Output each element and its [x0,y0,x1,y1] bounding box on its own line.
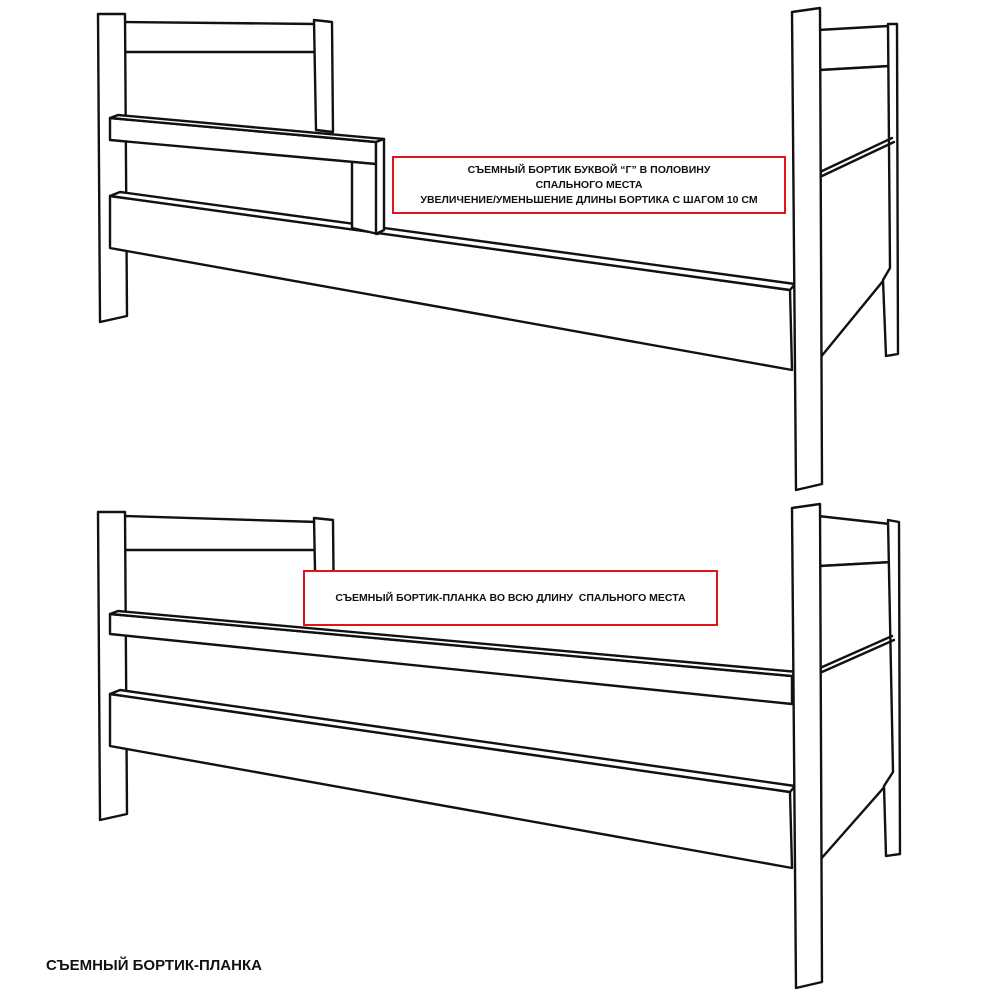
bed-top-left-front-post [98,14,127,322]
callout-top-line-2: СПАЛЬНОГО МЕСТА [535,178,643,191]
bed-top-right-far-panel [818,24,898,358]
bed-bottom-left-front-post [98,512,127,820]
bed-top-illustration [98,8,898,490]
bed-top-left-headboard-rail [124,22,316,52]
callout-plank-rail [303,570,718,626]
bed-top-side-rail [110,196,792,370]
caption: СЪЕМНЫЙ БОРТИК-ПЛАНКА [46,957,262,974]
bed-bottom-side-rail [110,694,792,868]
bed-bottom-right-far-panel [818,516,900,860]
callout-top-line-1: СЪЕМНЫЙ БОРТИК БУКВОЙ “Г” В ПОЛОВИНУ [467,163,711,176]
bed-bottom-right-front-post [792,504,822,988]
callout-bottom-line-1: СЪЕМНЫЙ БОРТИК-ПЛАНКА ВО ВСЮ ДЛИНУ СПАЛЬНОГО МЕСТА [335,591,686,604]
bed-top-left-back-post [314,20,333,132]
callout-l-shaped-rail [392,156,786,214]
callout-top-line-3: УВЕЛИЧЕНИЕ/УМЕНЬШЕНИЕ ДЛИНЫ БОРТИКА С ШАГОМ 10 СМ [420,193,758,206]
bed-bottom-left-headboard-rail [124,516,318,550]
bed-top-right-front-post [792,8,822,490]
